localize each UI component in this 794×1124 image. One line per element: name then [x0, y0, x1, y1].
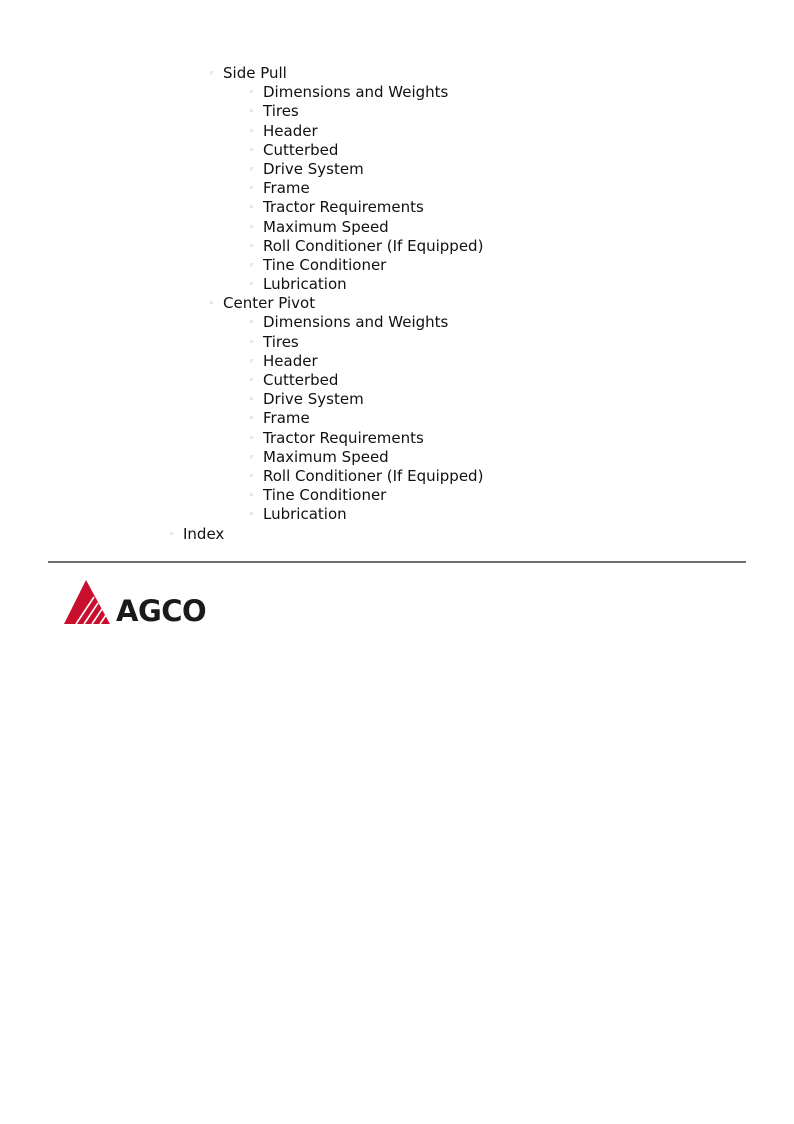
bullet-icon: ◦ [249, 510, 255, 521]
toc-subitem[interactable] [0, 486, 794, 505]
table-of-contents [0, 64, 794, 544]
toc-subitem-label[interactable]: Tractor Requirements [263, 428, 424, 447]
bullet-icon: ◦ [249, 145, 255, 156]
toc-subitem[interactable] [0, 505, 794, 524]
toc-subitem[interactable] [0, 333, 794, 352]
toc-subitem[interactable] [0, 122, 794, 141]
toc-subitem-label[interactable]: Dimensions and Weights [263, 313, 449, 332]
toc-subitem-label[interactable]: Tractor Requirements [263, 198, 424, 217]
toc-subitem[interactable] [0, 198, 794, 217]
toc-subitem-label[interactable]: Tine Conditioner [263, 486, 387, 505]
bullet-icon: ◦ [249, 337, 255, 348]
toc-subitem[interactable] [0, 409, 794, 428]
toc-subitem[interactable] [0, 256, 794, 275]
toc-subitem-label[interactable]: Roll Conditioner (If Equipped) [263, 236, 484, 255]
toc-subitem-label[interactable]: Lubrication [263, 505, 347, 524]
toc-subitem[interactable] [0, 83, 794, 102]
toc-subitem[interactable] [0, 237, 794, 256]
bullet-icon: ◦ [249, 126, 255, 137]
toc-subitem[interactable] [0, 141, 794, 160]
bullet-icon: ◦ [249, 318, 255, 329]
toc-subitem-label[interactable]: Cutterbed [263, 371, 339, 389]
toc-subitem-label[interactable]: Header [263, 121, 318, 140]
bullet-icon: ◦ [249, 88, 255, 99]
toc-subitem[interactable] [0, 275, 794, 294]
toc-subitem-label[interactable]: Tires [263, 102, 299, 121]
bullet-icon: ◦ [249, 260, 255, 271]
bullet-icon: ◦ [249, 433, 255, 444]
agco-logo [62, 580, 234, 628]
toc-subitem[interactable] [0, 179, 794, 198]
bullet-icon: ◦ [249, 184, 255, 195]
footer-divider [48, 561, 746, 563]
toc-item-index[interactable] [0, 525, 794, 544]
toc-subitem-label[interactable]: Roll Conditioner (If Equipped) [263, 466, 484, 485]
toc-subitem[interactable] [0, 371, 794, 390]
toc-subitem[interactable] [0, 102, 794, 121]
bullet-icon: ◦ [209, 299, 215, 310]
bullet-icon: ◦ [249, 241, 255, 252]
toc-subitem[interactable] [0, 352, 794, 371]
toc-subitem[interactable] [0, 160, 794, 179]
toc-subitem[interactable] [0, 429, 794, 448]
bullet-icon: ◦ [249, 280, 255, 291]
toc-subitem-label[interactable]: Frame [263, 179, 310, 198]
toc-subitem[interactable] [0, 448, 794, 467]
bullet-icon: ◦ [249, 471, 255, 482]
toc-subitem[interactable] [0, 313, 794, 332]
toc-item-label[interactable]: Side Pull [223, 64, 287, 82]
toc-subitem-label[interactable]: Tires [263, 332, 299, 351]
logo-wordmark: AGCO [116, 594, 207, 628]
toc-subitem[interactable] [0, 467, 794, 486]
toc-subitem-label[interactable]: Tine Conditioner [263, 255, 387, 274]
bullet-icon: ◦ [249, 164, 255, 175]
bullet-icon: ◦ [249, 222, 255, 233]
bullet-icon: ◦ [249, 452, 255, 463]
toc-item-center-pivot[interactable] [0, 294, 794, 313]
toc-subitem-label[interactable]: Header [263, 351, 318, 370]
toc-subitem[interactable] [0, 218, 794, 237]
toc-subitem-label[interactable]: Lubrication [263, 275, 347, 294]
toc-subitem[interactable] [0, 390, 794, 409]
toc-subitem-label[interactable]: Frame [263, 409, 310, 428]
bullet-icon: ◦ [249, 356, 255, 367]
toc-subitem-label[interactable]: Drive System [263, 159, 364, 178]
bullet-icon: ◦ [249, 376, 255, 386]
bullet-icon: ◦ [209, 69, 215, 79]
toc-item-label[interactable]: Index [183, 524, 225, 543]
toc-subitem-label[interactable]: Maximum Speed [263, 447, 389, 466]
bullet-icon: ◦ [169, 529, 175, 540]
bullet-icon: ◦ [249, 203, 255, 214]
toc-subitem-label[interactable]: Maximum Speed [263, 217, 389, 236]
bullet-icon: ◦ [249, 107, 255, 118]
bullet-icon: ◦ [249, 395, 255, 406]
toc-subitem-label[interactable]: Dimensions and Weights [263, 83, 449, 102]
toc-subitem-label[interactable]: Drive System [263, 390, 364, 409]
toc-item-side-pull[interactable] [0, 64, 794, 83]
toc-item-label[interactable]: Center Pivot [223, 294, 316, 313]
toc-subitem-label[interactable]: Cutterbed [263, 140, 339, 159]
agco-triangle-icon [62, 580, 122, 626]
bullet-icon: ◦ [249, 414, 255, 425]
bullet-icon: ◦ [249, 491, 255, 502]
